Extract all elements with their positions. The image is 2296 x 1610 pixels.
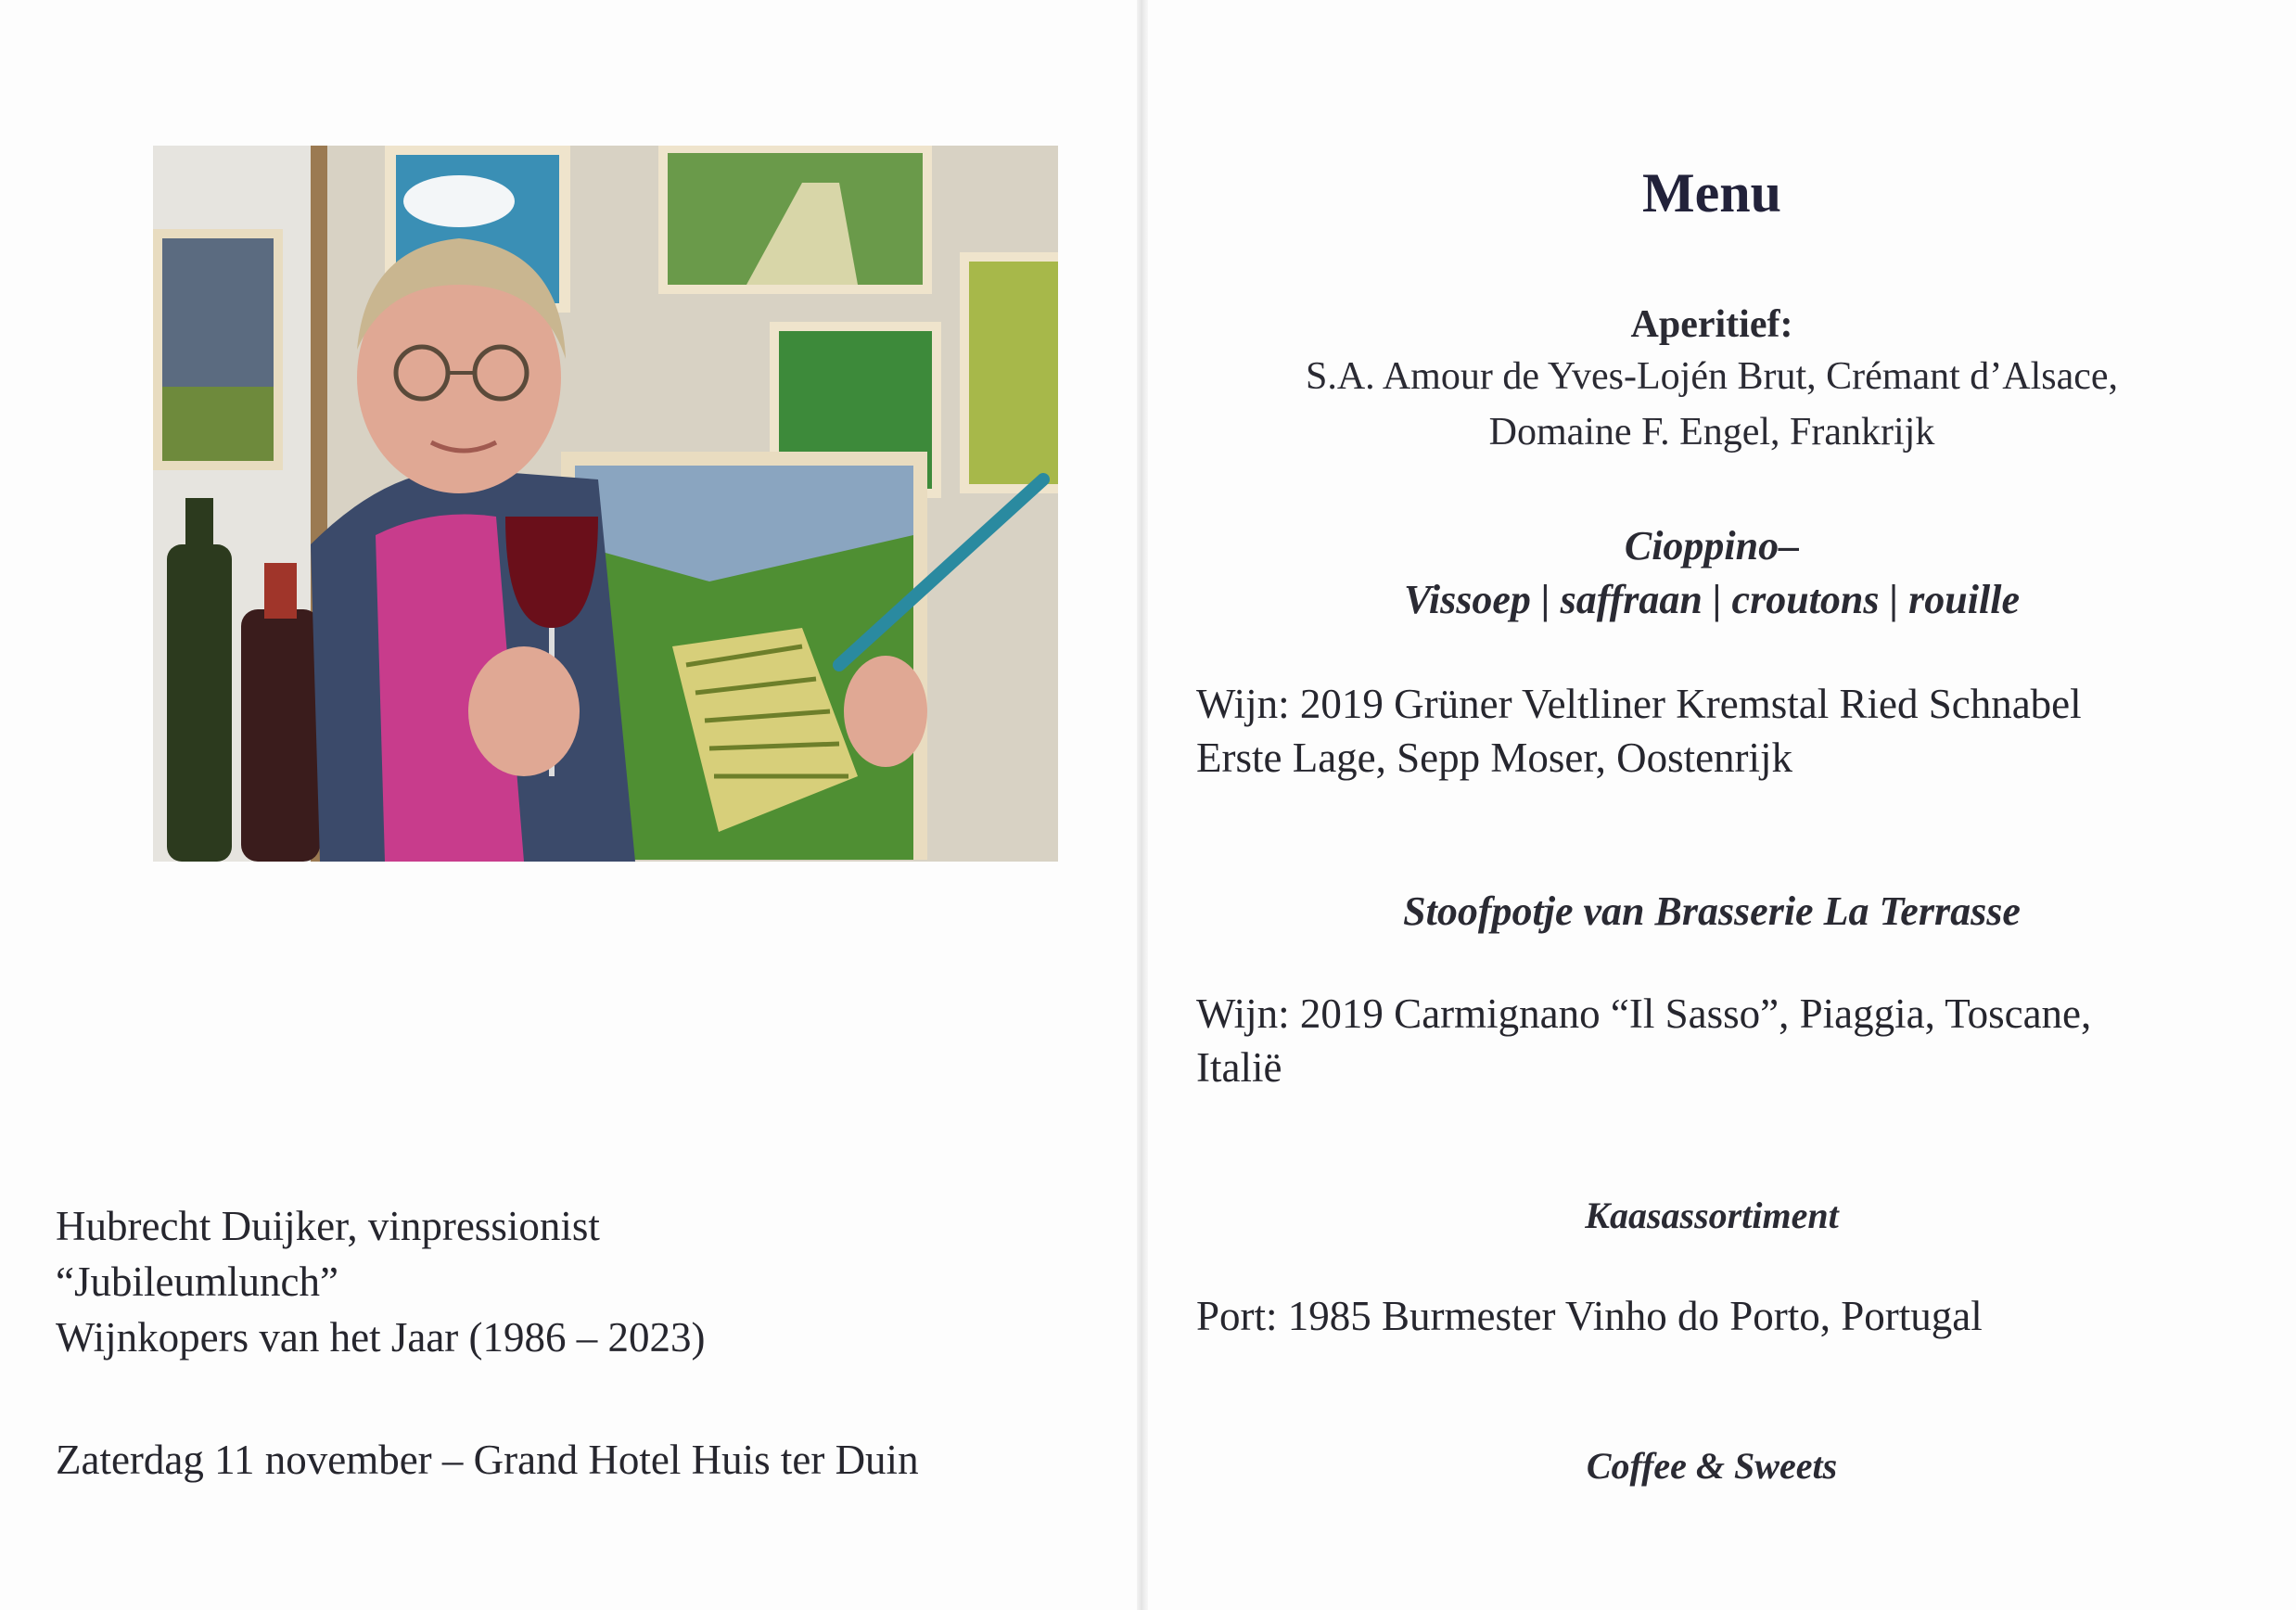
course-2-wine-line-2: Italië [1196,1044,1282,1091]
course-1-wine-line-1: Wijn: 2019 Grüner Veltliner Kremstal Ried Schnabel [1196,681,2082,727]
course-2-wine-line-1: Wijn: 2019 Carmignano “Il Sasso”, Piaggia, Toscane, [1196,990,2092,1037]
portrait-photo [153,146,1058,862]
host-line: Hubrecht Duijker, vinpressionist [56,1203,600,1249]
event-name: “Jubileumlunch” [56,1259,338,1305]
course-3-title: Kaasassortiment [1585,1195,1839,1236]
menu-title: Menu [1642,162,1781,224]
course-3-port: Port: 1985 Burmester Vinho do Porto, Portugal [1196,1293,1983,1339]
event-date-location: Zaterdag 11 november – Grand Hotel Huis ter Duin [56,1437,919,1483]
course-4-title: Coffee & Sweets [1586,1445,1838,1487]
aperitief-wine-line-2: Domaine F. Engel, Frankrijk [1488,411,1935,454]
aperitief-heading: Aperitief: [1630,303,1793,346]
course-1-title: Cioppino– [1624,523,1800,569]
page-fold [1137,0,1148,1610]
course-2-title: Stoofpotje van Brasserie La Terrasse [1403,888,2021,934]
right-page [1146,0,2296,1610]
aperitief-wine-line-1: S.A. Amour de Yves-Lojén Brut, Crémant d’Alsace, [1305,355,2119,398]
event-subtitle: Wijnkopers van het Jaar (1986 – 2023) [56,1314,706,1361]
course-1-wine-line-2: Erste Lage, Sepp Moser, Oostenrijk [1196,735,1793,781]
course-1-description: Vissoep | saffraan | croutons | rouille [1404,577,2020,622]
